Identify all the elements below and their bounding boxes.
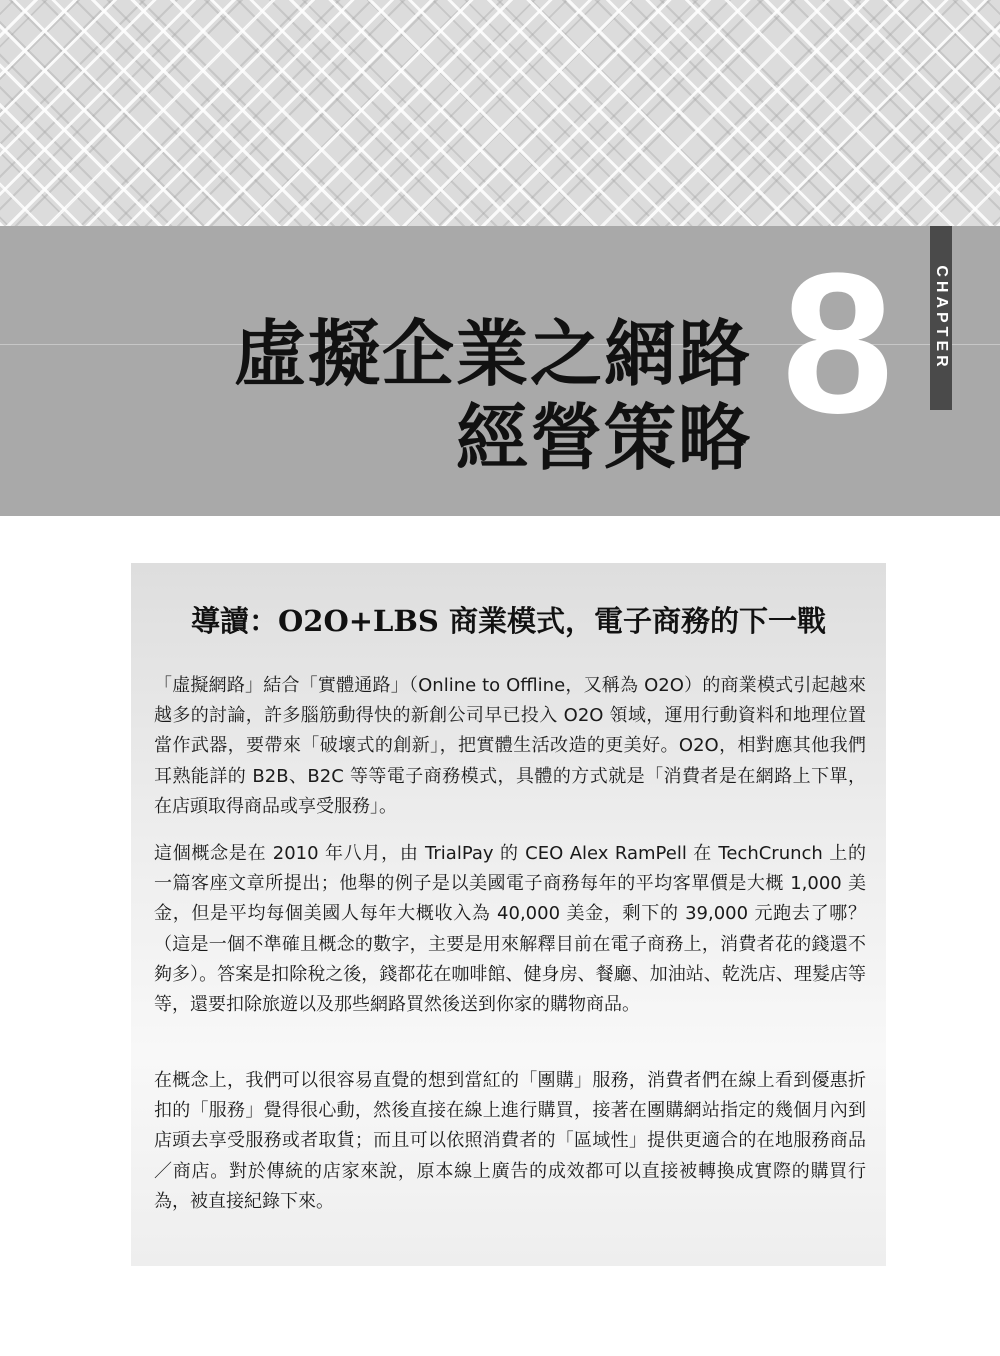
chapter-label: CHAPTER [933, 265, 950, 371]
decorative-pattern-band [0, 0, 1000, 226]
chapter-number: 8 [782, 232, 894, 455]
paragraph-3: 在概念上，我們可以很容易直覺的想到當紅的「團購」服務，消費者們在線上看到優惠折扣的「服務」覺得很心動，然後直接在線上進行購買，接著在團購網站指定的幾個月內到店頭去享受服務或者取貨；而且可以依照消費者的「區域性」提供更適合的在地服務商品／商店。對於傳統的店家來說，原本線上廣告的成效都可以直接被轉換成實際的購買行為，被直接紀錄下來。 [154, 1070, 866, 1212]
paragraph-2: 這個概念是在 2010 年八月，由 TrialPay 的 CEO Alex RamPell 在 TechCrunch 上的一篇客座文章所提出；他舉的例子是以美國電子商務每年的平均客單價是大概 1,000 美金，但是平均每個美國人每年大概收入為 40,000 美金，剩下的 39,000 元跑去了哪？（這是一個不準確且概念的數字，主要是用來解釋目前在電子商務上，消費者花的錢還不夠多）。答案是扣除稅之後，錢都花在咖啡館、健身房、餐廳、加油站、乾洗店、理髮店等等，還要扣除旅遊以及那些網路買然後送到你家的購物商品。 [154, 843, 866, 1016]
reading-heading: 導讀：O2O+LBS 商業模式，電子商務的下一戰 [191, 604, 826, 638]
reading-guide-box [131, 563, 886, 1266]
chapter-tab [930, 226, 952, 410]
chapter-title-line-1: 虛擬企業之網路 [233, 311, 752, 396]
paragraph-1: 「虛擬網路」結合「實體通路」（Online to Offline，又稱為 O2O）的商業模式引起越來越多的討論，許多腦筋動得快的新創公司早已投入 O2O 領域，運用行動資料和地理位置當作武器，要帶來「破壞式的創新」，把實體生活改造的更美好。O2O，相對應其他我們耳熟能詳的 B2B、B2C 等等電子商務模式，具體的方式就是「消費者是在網路上下單，在店頭取得商品或享受服務」。 [154, 675, 866, 817]
chapter-title-line-2: 經營策略 [455, 395, 752, 480]
chapter-title [234, 312, 752, 480]
chapter-title-band [0, 226, 1000, 516]
